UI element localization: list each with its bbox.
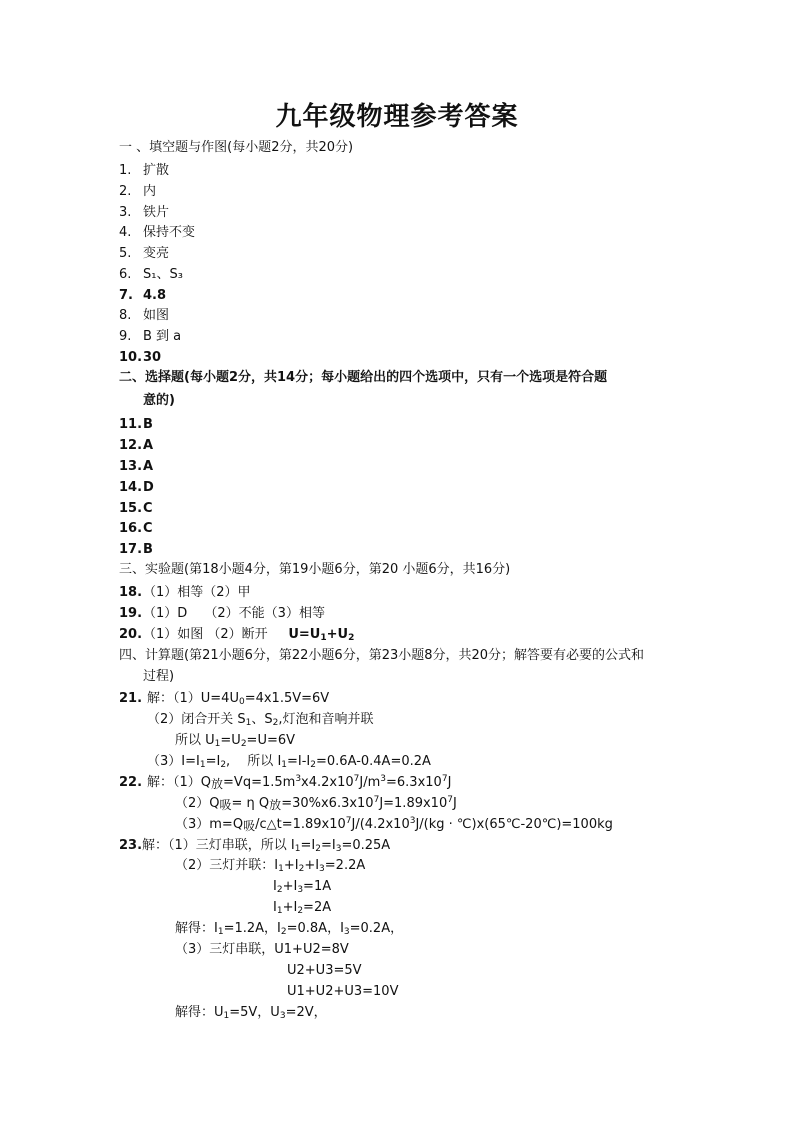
answer-number: 8. <box>119 308 132 323</box>
text: J/m <box>359 775 381 790</box>
answer-text: D <box>143 480 154 495</box>
answer-number: 11. <box>119 417 143 432</box>
answer-item-15 <box>119 500 153 518</box>
answer-number: 17. <box>119 542 143 557</box>
text: 解：（1）U=4U <box>147 691 239 706</box>
subscript: 0 <box>238 697 245 707</box>
answer-text: （1）如图 （2）断开 <box>143 627 268 642</box>
text: J <box>452 796 457 811</box>
text: =I-I <box>287 754 311 769</box>
answer-number: 20. <box>119 627 143 642</box>
subscript: 2 <box>280 927 287 937</box>
answer-number: 9. <box>119 329 132 344</box>
answer-item-16 <box>119 520 153 538</box>
superscript: 7 <box>353 774 360 784</box>
answer-number: 22. <box>119 775 143 790</box>
answer-text: 如图 <box>143 308 170 323</box>
text: x4.2x10 <box>301 775 354 790</box>
text: = η Q <box>231 796 270 811</box>
answer-item-12 <box>119 437 153 455</box>
text: =I <box>320 838 336 853</box>
text: =6.3x10 <box>386 775 442 790</box>
text: 解得：I <box>175 921 218 936</box>
subscript: 吸 <box>219 798 232 812</box>
q23-line-1 <box>119 837 390 855</box>
answer-item-5 <box>119 245 169 263</box>
text: =2V， <box>285 1005 327 1020</box>
text: +I <box>282 879 298 894</box>
subscript: 1 <box>217 927 224 937</box>
subscript: 2 <box>297 906 304 916</box>
answer-number: 10. <box>119 350 143 365</box>
subscript: 1 <box>276 906 283 916</box>
q22-line-3 <box>175 816 613 834</box>
answer-item-7 <box>119 287 166 305</box>
subscript: 3 <box>319 864 325 874</box>
q23-line-6: （3）三灯串联，U1+U2=8V <box>175 942 349 957</box>
answer-item-4 <box>119 224 195 242</box>
text: =2.2A <box>324 858 366 873</box>
answer-text: B <box>143 542 153 557</box>
subscript: 放 <box>211 777 224 791</box>
text: =0.8A，I <box>286 921 344 936</box>
subscript: 2 <box>348 633 355 643</box>
subscript: 3 <box>343 927 350 937</box>
answer-text: 4.8 <box>143 288 167 303</box>
text: =Vq=1.5m <box>223 775 296 790</box>
superscript: 3 <box>295 774 302 784</box>
answer-text: S₁、S₃ <box>143 267 183 282</box>
section4-heading: 四、计算题(第21小题6分，第22小题6分，第23小题8分，共20分；解答要有必要的公式和 <box>119 648 645 663</box>
answer-text: 变亮 <box>143 246 170 261</box>
answer-item-8 <box>119 307 169 325</box>
subscript: 2 <box>276 885 283 895</box>
text: 解：（1）Q <box>147 775 212 790</box>
subscript: 1 <box>214 739 221 749</box>
subscript: 1 <box>281 760 288 770</box>
answer-text: （1）D （2）不能（3）相等 <box>143 606 325 621</box>
text: I <box>273 900 277 915</box>
answer-text: 30 <box>143 350 162 365</box>
answer-number: 14. <box>119 480 143 495</box>
subscript: 2 <box>220 760 227 770</box>
answer-item-3 <box>119 204 169 222</box>
text: =4x1.5V=6V <box>244 691 330 706</box>
text: J=1.89x10 <box>379 796 448 811</box>
answer-item-19 <box>119 605 325 623</box>
answer-item-18 <box>119 584 251 602</box>
q21-line-4 <box>147 753 431 771</box>
answer-number: 4. <box>119 225 132 240</box>
answer-number: 23. <box>119 838 143 853</box>
subscript: 1 <box>320 633 327 643</box>
text: /c△t=1.89x10 <box>255 817 346 832</box>
answer-text: A <box>143 459 154 474</box>
formula <box>288 627 354 642</box>
text: =U=6V <box>246 733 296 748</box>
text: I <box>273 879 277 894</box>
section1-heading: 一 、填空题与作图(每小题2分，共20分) <box>119 140 354 155</box>
subscript: 1 <box>278 864 284 874</box>
answer-item-10 <box>119 349 161 367</box>
text: J/(kg · ℃)x(65℃-20℃)=100kg <box>415 817 613 832</box>
answer-number: 7. <box>119 288 133 303</box>
subscript: 3 <box>297 885 304 895</box>
text: +I <box>304 858 320 873</box>
answer-text: B <box>143 417 153 432</box>
formula-part: U=U <box>288 627 321 642</box>
subscript: 3 <box>335 844 342 854</box>
formula-part: +U <box>326 627 349 642</box>
q23-line-5 <box>175 920 403 938</box>
subscript: 2 <box>315 844 321 854</box>
section3-heading: 三、实验题(第18小题4分，第19小题6分，第20 小题6分，共16分) <box>119 562 511 577</box>
answer-text: 铁片 <box>143 205 170 220</box>
answer-item-14 <box>119 479 154 497</box>
superscript: 3 <box>380 774 387 784</box>
q23-line-3 <box>273 878 331 896</box>
answer-number: 13. <box>119 459 143 474</box>
answer-text: C <box>143 521 153 536</box>
page-title: 九年级物理参考答案 <box>275 102 519 132</box>
text: =1.2A，I <box>223 921 281 936</box>
q23-line-8: U1+U2+U3=10V <box>287 984 399 999</box>
q23-line-4 <box>273 899 331 917</box>
q23-line-9 <box>175 1004 327 1022</box>
answer-item-9 <box>119 328 181 346</box>
text: （3）I=I <box>147 754 200 769</box>
answer-text: 扩散 <box>143 163 170 178</box>
superscript: 7 <box>441 774 448 784</box>
text: =30%x6.3x10 <box>281 796 374 811</box>
text: =1A <box>303 879 332 894</box>
text: =U <box>220 733 241 748</box>
section4-heading-cont: 过程) <box>143 669 175 684</box>
answer-number: 2. <box>119 184 132 199</box>
text: （2）三灯并联：I <box>175 858 279 873</box>
text: =0.25A <box>341 838 391 853</box>
answer-item-17 <box>119 541 153 559</box>
q22-line-1 <box>119 774 451 792</box>
answer-number: 12. <box>119 438 143 453</box>
subscript: 2 <box>272 718 279 728</box>
text: +I <box>282 900 298 915</box>
q21-line-1 <box>119 690 329 708</box>
text: （2）闭合开关 S <box>147 712 246 727</box>
text: （3）m=Q <box>175 817 244 832</box>
answer-number: 18. <box>119 585 143 600</box>
text: J/(4.2x10 <box>351 817 410 832</box>
text: 、S <box>251 712 273 727</box>
q23-line-7: U2+U3=5V <box>287 963 362 978</box>
subscript: 1 <box>223 1011 230 1021</box>
text: J <box>447 775 452 790</box>
answer-text: 内 <box>143 184 157 199</box>
answer-number: 6. <box>119 267 132 282</box>
text: =I <box>300 838 316 853</box>
answer-text: （1）相等（2）甲 <box>143 585 251 600</box>
superscript: 7 <box>447 795 453 805</box>
answer-item-11 <box>119 416 153 434</box>
answer-item-2 <box>119 183 156 201</box>
answer-number: 15. <box>119 501 143 516</box>
q22-line-2 <box>175 795 457 813</box>
answer-text: C <box>143 501 153 516</box>
answer-text: B 到 a <box>143 329 182 344</box>
q23-line-2 <box>175 857 365 875</box>
subscript: 放 <box>269 798 282 812</box>
section2-heading: 二、选择题(每小题2分，共14分；每小题给出的四个选项中，只有一个选项是符合题 <box>119 370 608 385</box>
superscript: 7 <box>373 795 380 805</box>
subscript: 3 <box>279 1011 286 1021</box>
text: （2）Q <box>175 796 220 811</box>
subscript: 2 <box>298 864 305 874</box>
answer-item-20 <box>119 626 354 644</box>
text: ,灯泡和音响并联 <box>278 712 374 727</box>
superscript: 3 <box>409 816 416 826</box>
answer-text: 保持不变 <box>143 225 196 240</box>
answer-number: 3. <box>119 205 132 220</box>
text: 所以 U <box>175 733 215 748</box>
subscript: 1 <box>245 718 252 728</box>
answer-number: 1. <box>119 163 132 178</box>
superscript: 7 <box>345 816 352 826</box>
answer-number: 5. <box>119 246 132 261</box>
text: +I <box>283 858 299 873</box>
text: 解得：U <box>175 1005 224 1020</box>
answer-item-1 <box>119 162 169 180</box>
text: =2A <box>303 900 332 915</box>
subscript: 吸 <box>243 819 256 833</box>
answer-item-6 <box>119 266 183 284</box>
q21-line-3 <box>175 732 295 750</box>
answer-number: 19. <box>119 606 143 621</box>
text: =0.6A-0.4A=0.2A <box>316 754 431 769</box>
subscript: 2 <box>310 760 317 770</box>
text: 解：（1）三灯串联，所以 I <box>142 838 295 853</box>
subscript: 1 <box>199 760 206 770</box>
text: =I <box>205 754 221 769</box>
text: =0.2A， <box>349 921 404 936</box>
answer-number: 21. <box>119 691 143 706</box>
answer-item-13 <box>119 458 153 476</box>
section2-heading-cont: 意的) <box>143 393 175 408</box>
q21-line-2 <box>147 711 374 729</box>
text: =5V，U <box>229 1005 280 1020</box>
text: , 所以 I <box>226 754 282 769</box>
answer-number: 16. <box>119 521 143 536</box>
subscript: 2 <box>240 739 247 749</box>
subscript: 1 <box>294 844 301 854</box>
answer-text: A <box>143 438 154 453</box>
